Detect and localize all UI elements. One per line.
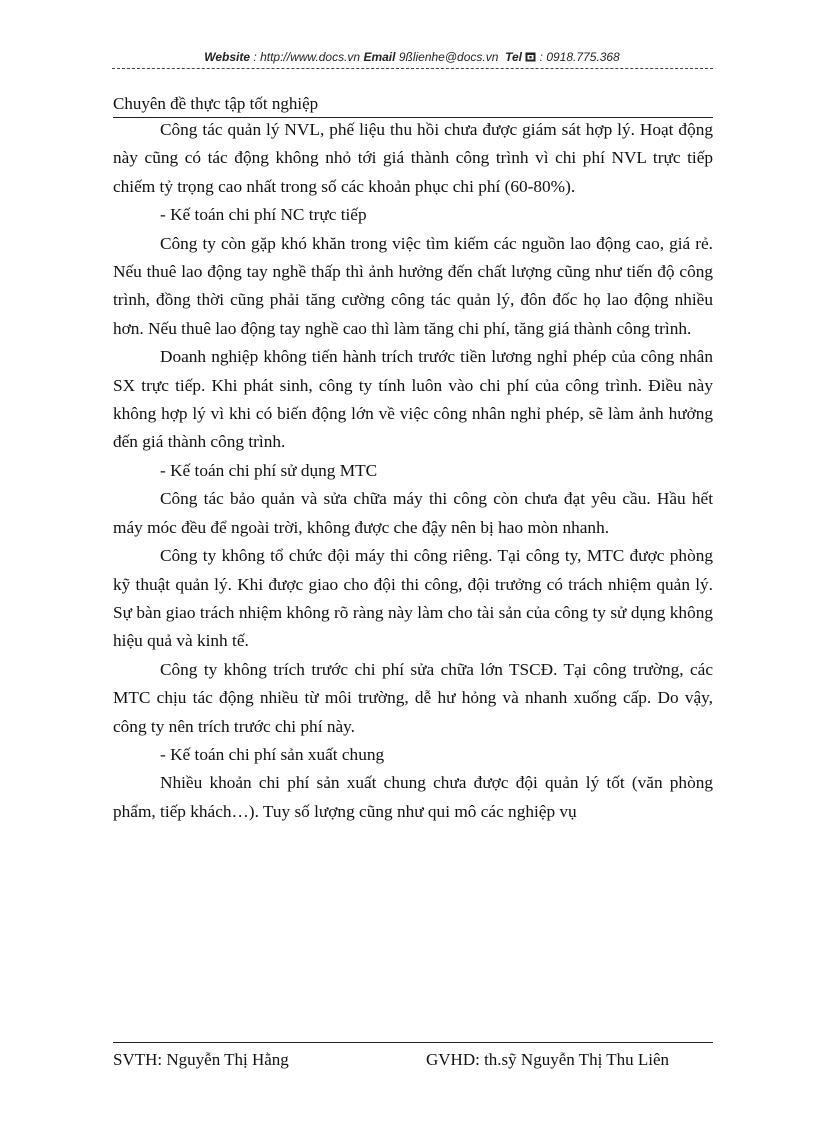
section-heading: - Kế toán chi phí NC trực tiếp (160, 205, 367, 225)
paragraph: Công ty không tổ chức đội máy thi công riêng. Tại công ty, MTC được phòng kỹ thuật quản lý. Khi được giao cho đội thi công, đội trưởng có trách nhiệm quản lý. Sự bàn giao trách nhiệm không rõ ràng này làm cho tài sản của công ty sử dụng không hiệu quả và kinh tế. (113, 546, 713, 651)
header-divider (112, 68, 713, 69)
student-name: SVTH: Nguyễn Thị Hằng (113, 1050, 289, 1069)
advisor-name: GVHD: th.sỹ Nguyễn Thị Thu Liên (426, 1050, 670, 1069)
document-title: Chuyên đề thực tập tốt nghiệp (113, 94, 319, 113)
website-label: Website (204, 50, 251, 64)
footer-divider (113, 1042, 713, 1043)
email-value[interactable]: 9ßlienhe@docs.vn (398, 50, 499, 64)
tel-label: Tel (505, 50, 522, 64)
body-content (113, 116, 713, 826)
paragraph: Nhiều khoản chi phí sản xuất chung chưa được đội quản lý tốt (văn phòng phẩm, tiếp khách…). Tuy số lượng cũng như qui mô các nghiệp vụ (113, 773, 713, 821)
website-url[interactable]: http://www.docs.vn (260, 50, 361, 64)
section-heading: - Kế toán chi phí sản xuất chung (160, 744, 385, 764)
site-header (112, 50, 712, 64)
section-heading: - Kế toán chi phí sử dụng MTC (160, 460, 378, 480)
tel-value: : 0918.775.368 (536, 50, 620, 64)
paragraph: Công ty không trích trước chi phí sửa chữa lớn TSCĐ. Tại công trường, các MTC chịu tác động nhiều từ môi trường, dễ hư hỏng và nhanh xuống cấp. Do vậy, công ty nên trích trước chi phí này. (113, 659, 713, 736)
email-label: Email (363, 50, 396, 64)
telephone-icon (525, 50, 536, 64)
paragraph: Doanh nghiệp không tiến hành trích trước tiền lương nghỉ phép của công nhân SX trực tiếp. Khi phát sinh, công ty tính luôn vào chi phí của công trình. Điều này không hợp lý vì khi có biến động lớn về việc công nhân nghỉ phép, sẽ làm ảnh hưởng đến giá thành công trình. (113, 347, 713, 452)
paragraph: Công tác bảo quản và sửa chữa máy thi công còn chưa đạt yêu cầu. Hầu hết máy móc đều để ngoài trời, không được che đậy nên bị hao mòn nhanh. (113, 489, 713, 537)
website-separator: : (250, 50, 261, 64)
paragraph: Công tác quản lý NVL, phế liệu thu hồi chưa được giám sát hợp lý. Hoạt động này cũng có tác động không nhỏ tới giá thành công trình vì chi phí NVL trực tiếp chiếm tỷ trọng cao nhất trong số các khoản phục chi phí (60-80%). (113, 120, 713, 196)
paragraph: Công ty còn gặp khó khăn trong việc tìm kiếm các nguồn lao động cao, giá rẻ. Nếu thuê lao động tay nghề thấp thì ảnh hưởng đến chất lượng cũng như tiến độ công trình, đồng thời cũng phải tăng cường công tác quản lý, đôn đốc họ lao động nhiều hơn. Nếu thuê lao động tay nghề cao thì làm tăng chi phí, tăng giá thành công trình. (113, 233, 713, 338)
